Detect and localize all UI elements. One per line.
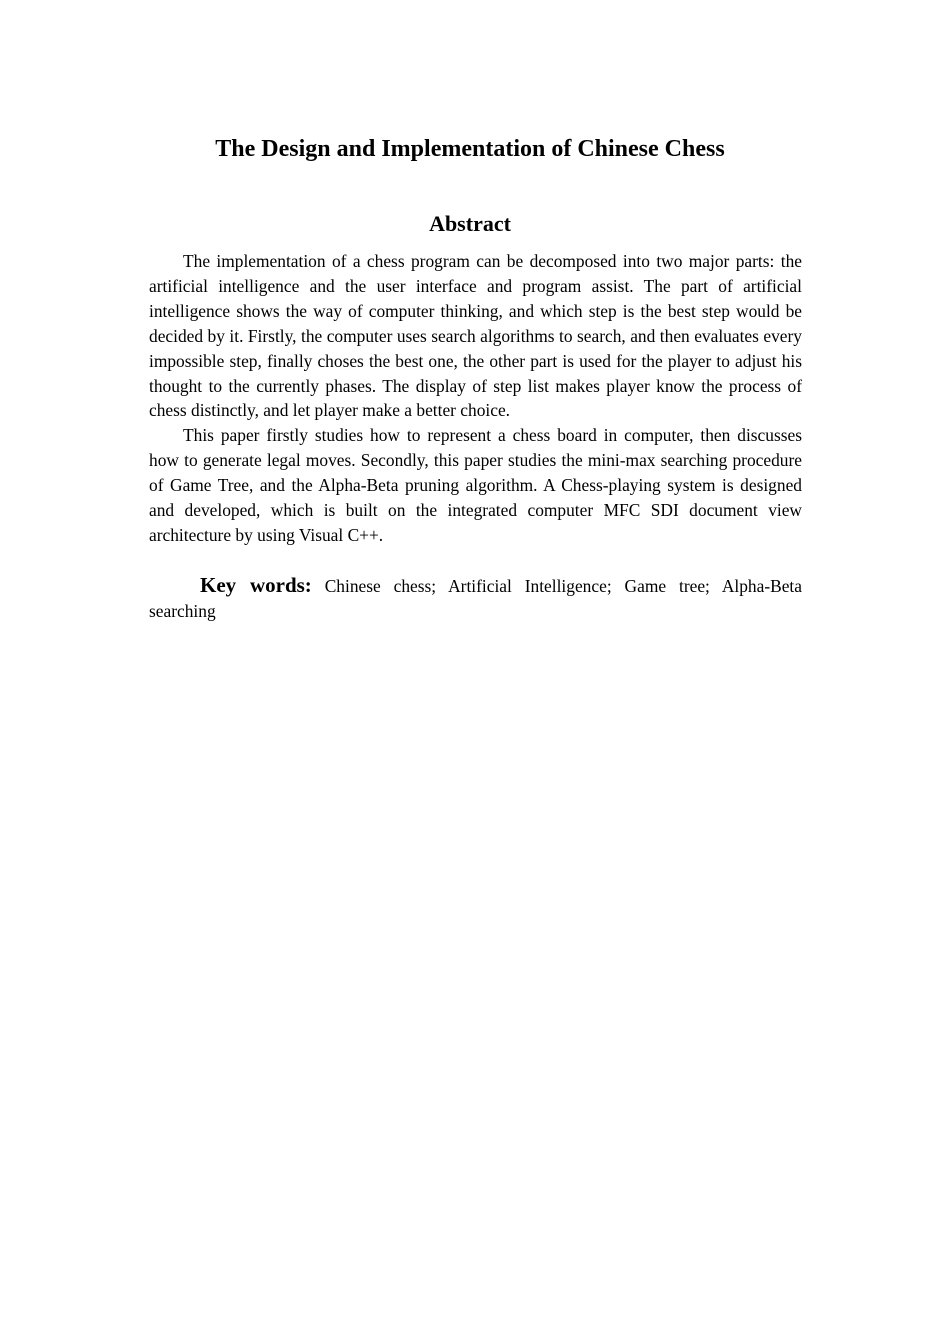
keywords-label: Key words: (200, 572, 312, 597)
keywords-list: Chinese chess; Artificial Intelligence; Game tree; Alpha-Beta searching (149, 575, 802, 621)
keywords-line (149, 573, 802, 624)
abstract-body (149, 249, 802, 624)
document-title: The Design and Implementation of Chinese Chess (215, 136, 725, 162)
abstract-paragraph-1: The implementation of a chess program can be decomposed into two major parts: the artificial intelligence and the user interface and program assist. The part of artificial intelligence shows the way of computer thinking, and which step is the best step would be decided by it. Firstly, the computer uses search algorithms to search, and then evaluates every impossible step, finally choses the best one, the other part is used for the player to adjust his thought to the currently phases. The display of step list makes player know the process of chess distinctly, and let player make a better choice. (149, 251, 802, 421)
abstract-heading: Abstract (429, 211, 511, 236)
abstract-paragraph-2: This paper firstly studies how to represent a chess board in computer, then discusses how to generate legal moves. Secondly, this paper studies the mini-max searching procedure of Game Tree, and the Alpha-Beta pruning algorithm. A Chess-playing system is designed and developed, which is built on the integrated computer MFC SDI document view architecture by using Visual C++. (149, 425, 802, 545)
